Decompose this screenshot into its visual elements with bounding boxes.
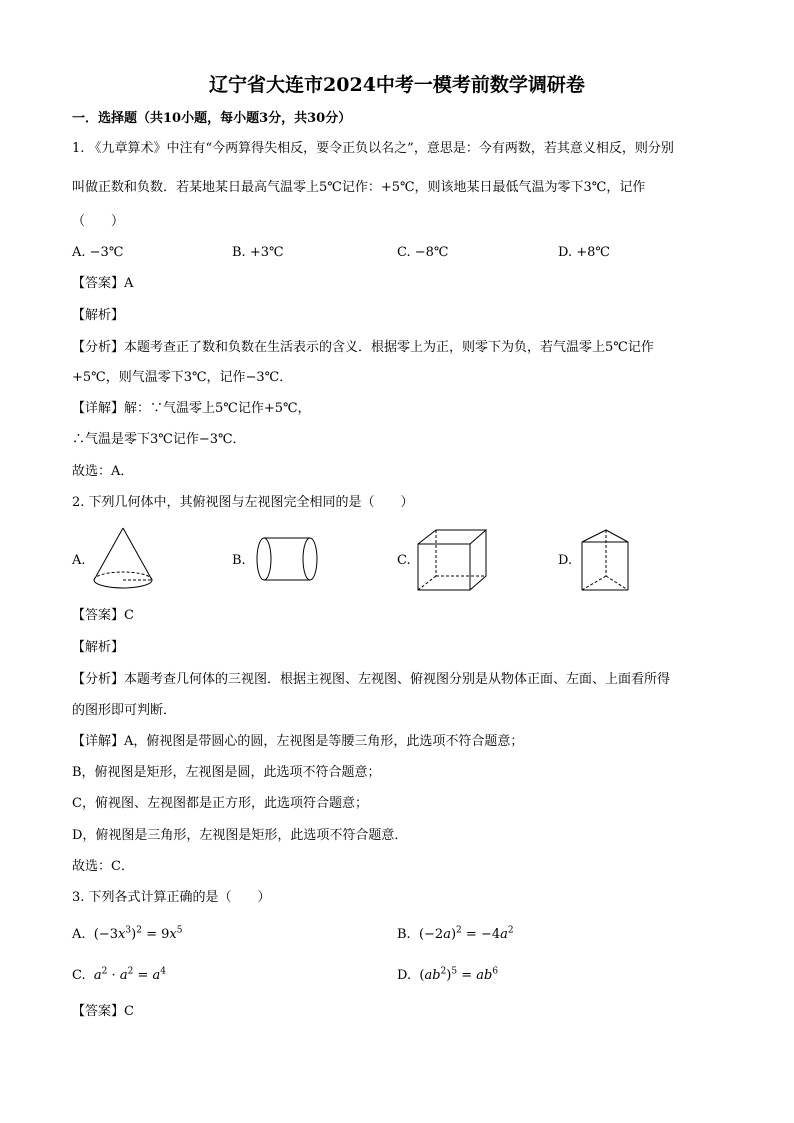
q3-label-d: D. bbox=[397, 968, 412, 983]
q1-jiexi: 【解析】 bbox=[72, 308, 125, 323]
q3-answer: 【答案】C bbox=[72, 1004, 134, 1019]
q3-formula-a: $(-3x^3)^2 = 9x^5$ bbox=[89, 925, 183, 942]
q1-stem-line2: 叫做正数和负数．若某地某日最高气温零上5℃记作：+5℃，则该地某日最低气温为零下3℃，记作 bbox=[72, 180, 646, 195]
q1-xiangjie-line2: ∴气温是零下3℃记作−3℃． bbox=[72, 432, 246, 447]
q3-option-a bbox=[72, 926, 182, 944]
q2-xiangjie-line1: 【详解】A，俯视图是带圆心的圆，左视图是等腰三角形，此选项不符合题意； bbox=[72, 734, 524, 749]
cone-figure-icon bbox=[88, 526, 158, 596]
q2-xiangjie-line2: B，俯视图是矩形，左视图是圆，此选项不符合题意； bbox=[72, 765, 381, 780]
q2-xiangjie-line4: D，俯视图是三角形，左视图是矩形，此选项不符合题意． bbox=[72, 828, 408, 843]
q2-fenxi-line1: 【分析】本题考查几何体的三视图．根据主视图、左视图、俯视图分别是从物体正面、左面、上面看所得 bbox=[72, 672, 671, 687]
q1-answer: 【答案】A bbox=[72, 276, 134, 291]
q2-stem: 2. 下列几何体中，其俯视图与左视图完全相同的是（ ） bbox=[72, 495, 414, 510]
q3-label-c: C. bbox=[72, 968, 86, 983]
q3-label-b: B. bbox=[397, 927, 411, 942]
q2-guxuan: 故选：C． bbox=[72, 859, 134, 874]
q1-guxuan: 故选：A． bbox=[72, 464, 134, 479]
q1-stem-line3: （ ） bbox=[72, 214, 125, 229]
q1-option-a: A. −3℃ bbox=[72, 245, 124, 260]
q2-label-a: A. bbox=[72, 553, 86, 568]
q3-option-b bbox=[397, 926, 514, 944]
q3-formula-c: $a^2 \cdot a^2 = a^4$ bbox=[93, 966, 166, 983]
q2-fenxi-line2: 的图形即可判断． bbox=[72, 703, 177, 718]
section-heading: 一．选择题（共10小题，每小题3分，共30分） bbox=[72, 111, 352, 126]
q2-label-b: B. bbox=[232, 553, 246, 568]
q3-option-c bbox=[72, 967, 166, 985]
q1-fenxi-line2: +5℃，则气温零下3℃，记作−3℃． bbox=[72, 370, 293, 385]
cube-figure-icon bbox=[416, 528, 490, 594]
cylinder-figure-icon bbox=[254, 536, 324, 586]
q1-stem-line1: 1. 《九章算术》中注有“今两算得失相反，要令正负以名之”，意思是：今有两数，若其意义相反，则分别 bbox=[72, 141, 674, 156]
q3-stem: 3. 下列各式计算正确的是（ ） bbox=[72, 890, 271, 905]
q1-option-d: D. +8℃ bbox=[558, 245, 610, 260]
q2-jiexi: 【解析】 bbox=[72, 640, 125, 655]
page-title: 辽宁省大连市2024中考一模考前数学调研卷 bbox=[209, 74, 585, 96]
q1-xiangjie-line1: 【详解】解：∵气温零上5℃记作+5℃， bbox=[72, 401, 311, 416]
q2-xiangjie-line3: C，俯视图、左视图都是正方形，此选项符合题意； bbox=[72, 796, 368, 811]
q3-label-a: A. bbox=[72, 927, 86, 942]
q2-label-c: C. bbox=[397, 553, 411, 568]
triangular-prism-figure-icon bbox=[580, 528, 632, 594]
q3-formula-d: $(ab^2)^5 = ab^6$ bbox=[415, 966, 499, 983]
q3-formula-b: $(-2a)^2 = -4a^2$ bbox=[414, 925, 514, 942]
q3-option-d bbox=[397, 967, 498, 985]
q1-option-b: B. +3℃ bbox=[232, 245, 284, 260]
q1-fenxi-line1: 【分析】本题考查正了数和负数在生活表示的含义．根据零上为正，则零下为负，若气温零上5℃记作 bbox=[72, 340, 654, 355]
q1-option-c: C. −8℃ bbox=[397, 245, 449, 260]
q2-label-d: D. bbox=[558, 553, 573, 568]
q2-answer: 【答案】C bbox=[72, 608, 134, 623]
